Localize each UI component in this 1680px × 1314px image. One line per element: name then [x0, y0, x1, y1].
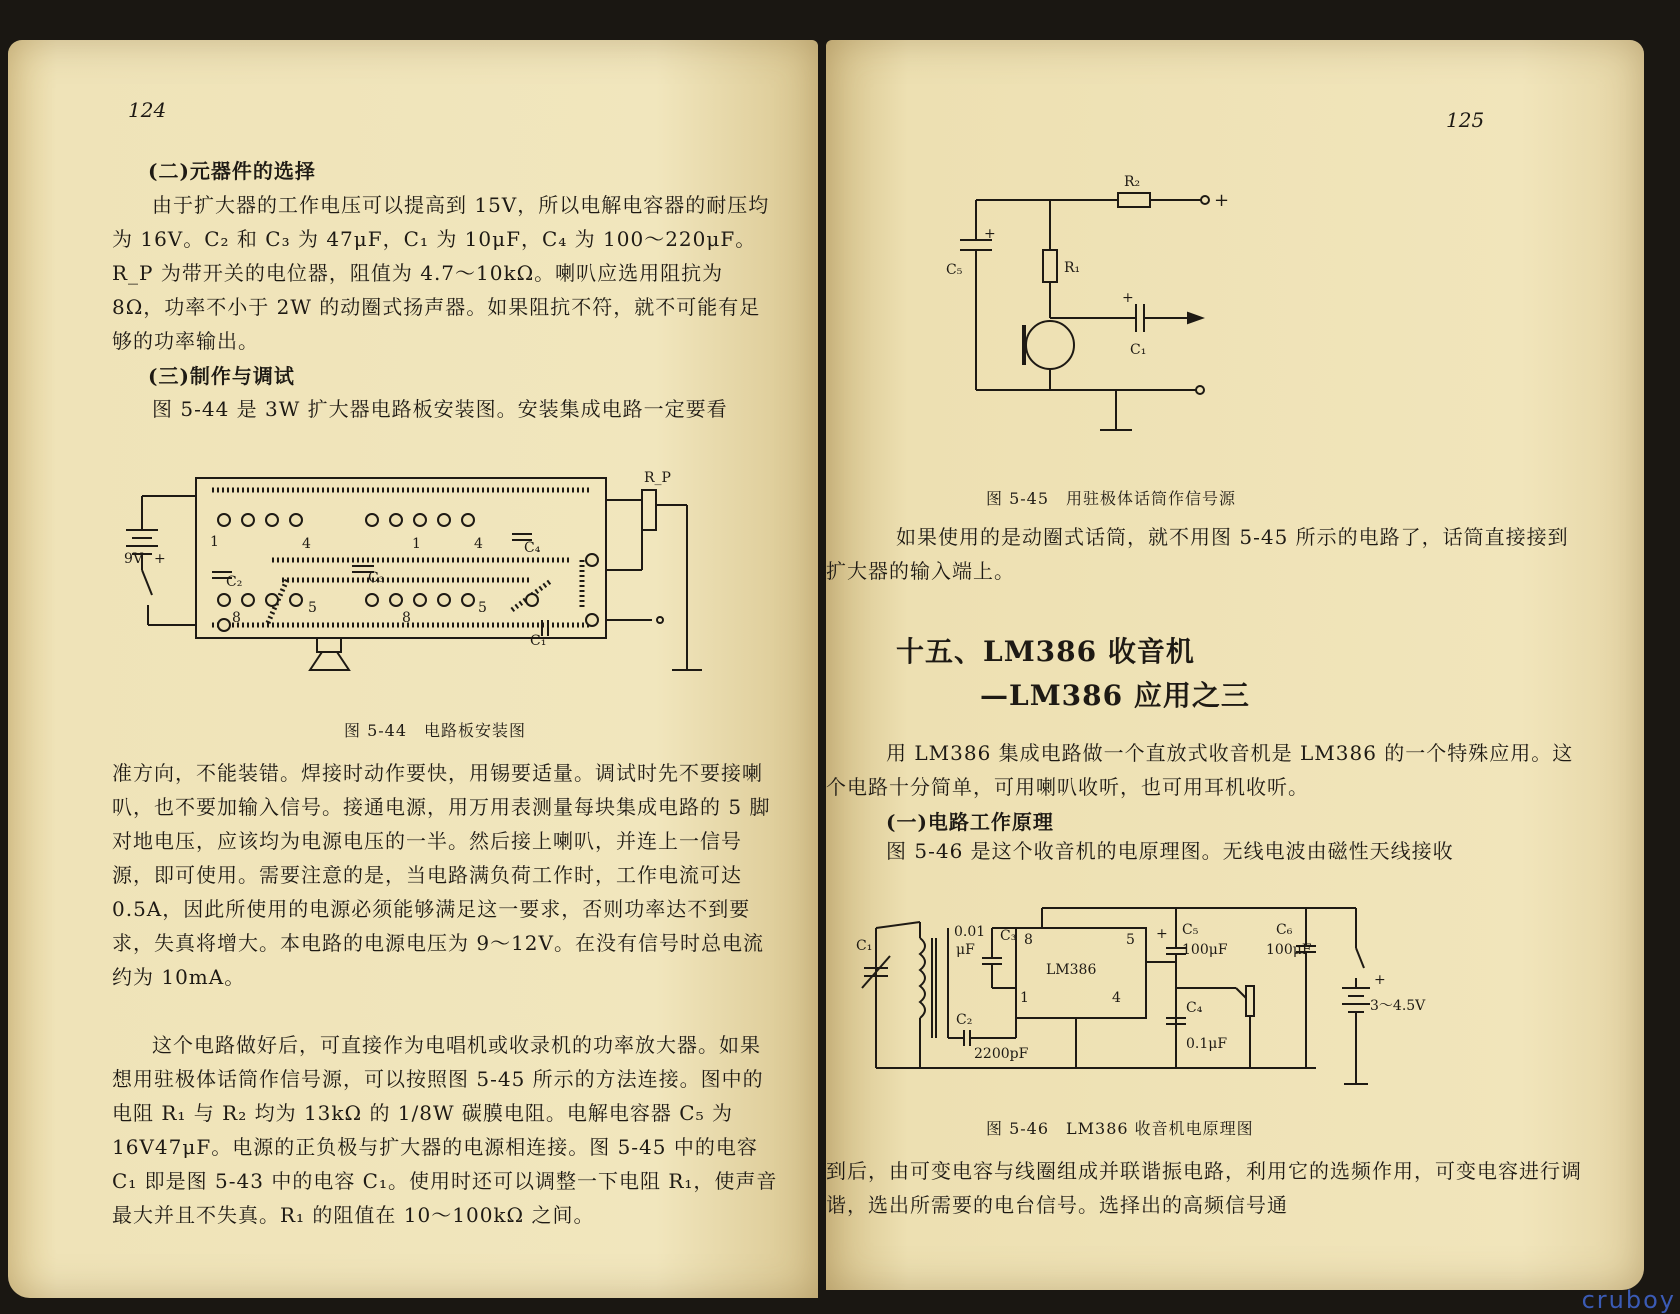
- figure-5-45-microphone-circuit: [946, 170, 1306, 470]
- chapter-title: 十五、LM386 收音机: [896, 635, 1195, 668]
- fig544-pin4-a: 4: [302, 536, 311, 552]
- fig546-c4-value: 0.1μF: [1186, 1036, 1228, 1052]
- fig546-pin5: 5: [1126, 932, 1135, 948]
- fig544-c4-label: C₄: [524, 540, 541, 556]
- fig544-pin8-b: 8: [402, 610, 411, 626]
- fig544-c2-label: C₂: [226, 574, 243, 590]
- fig546-c5-value: 100μF: [1182, 942, 1228, 958]
- fig546-c3-unit: μF: [956, 942, 975, 958]
- fig544-pin1-b: 1: [412, 536, 421, 552]
- fig545-r2-label: R₂: [1124, 174, 1141, 190]
- section2-heading: (二)元器件的选择: [148, 159, 316, 183]
- section3-heading: (三)制作与调试: [148, 364, 295, 388]
- fig545-plus-terminal: +: [1214, 190, 1230, 211]
- fig545-r1-label: R₁: [1064, 260, 1081, 276]
- page-number-right: 125: [1446, 108, 1485, 132]
- fig546-pin8: 8: [1024, 932, 1033, 948]
- fig546-supply-plus: +: [1374, 972, 1386, 988]
- fig546-c5-label: C₅: [1182, 922, 1199, 938]
- closing-paragraph: 到后，由可变电容与线圈组成并联谐振电路，利用它的选频作用，可变电容进行调谐，选出所需要的电台信号。选择出的高频信号通: [826, 1159, 1582, 1217]
- fig544-battery-label: 9V: [124, 551, 144, 567]
- fig545-c5-label: C₅: [946, 262, 963, 278]
- fig546-pin1: 1: [1020, 990, 1029, 1006]
- fig546-c5-plus: +: [1156, 926, 1168, 942]
- section1-paragraph: 图 5-46 是这个收音机的电原理图。无线电波由磁性天线接收: [886, 839, 1454, 863]
- fig544-c3-label: C₃: [368, 570, 385, 586]
- right-page: [826, 40, 1644, 1290]
- figure-5-46-caption: 图 5-46 LM386 收音机电原理图: [986, 1119, 1254, 1138]
- fig544-pin5-b: 5: [478, 600, 487, 616]
- figure-5-45-caption: 图 5-45 用驻极体话筒作信号源: [986, 489, 1237, 508]
- fig545-c1-label: C₁: [1130, 342, 1147, 358]
- section2-paragraph: 由于扩大器的工作电压可以提高到 15V，所以电解电容器的耐压均为 16V。C₂ 和 C₃ 为 47μF，C₁ 为 10μF，C₄ 为 100～220μF。R_P 为带开关的电位器，阻值为 4.7～10kΩ。喇叭应选用阻抗为 8Ω，功率不小于 2W 的动圈式扬声器。如果阻抗不符，就不可能有足够的功率输出。: [112, 193, 770, 353]
- fig546-c4-label: C₄: [1186, 1000, 1203, 1016]
- left-page: [8, 40, 818, 1298]
- fig544-pin8-a: 8: [232, 610, 241, 626]
- fig546-pin4: 4: [1112, 990, 1121, 1006]
- fig546-c1-label: C₁: [856, 938, 873, 954]
- fig544-pin1-a: 1: [210, 534, 219, 550]
- paragraph-after-figure: 准方向，不能装错。焊接时动作要快，用锡要适量。调试时先不要接喇叭，也不要加输入信号。接通电源，用万用表测量每块集成电路的 5 脚对地电压，应该均为电源电压的一半。然后接上喇叭，并连上一信号源，即可使用。需要注意的是，当电路满负荷工作时，工作电流可达 0.5A，因此所使用的电源必须能够满足这一要求，否则功率达不到要求，失真将增大。本电路的电源电压为 9～12V。在没有信号时总电流约为 10mA。: [112, 761, 771, 989]
- fig546-supply-voltage: 3～4.5V: [1370, 998, 1426, 1014]
- section1-heading: (一)电路工作原理: [886, 810, 1054, 834]
- fig545-c5-plus: +: [984, 226, 996, 242]
- figure-5-44-caption: 图 5-44 电路板安装图: [344, 721, 527, 740]
- fig546-c2-value: 2200pF: [974, 1046, 1029, 1062]
- fig546-c3-value: 0.01: [954, 924, 986, 940]
- figure-5-44-circuit-board: [112, 460, 772, 680]
- fig544-pin5-a: 5: [308, 600, 317, 616]
- figure-5-46-lm386-schematic: [856, 888, 1476, 1098]
- fig546-c6-label: C₆: [1276, 922, 1293, 938]
- section3-paragraph: 图 5-44 是 3W 扩大器电路板安装图。安装集成电路一定要看: [152, 397, 728, 421]
- fig546-c6-value: 100μF: [1266, 942, 1312, 958]
- fig544-rp-label: R_P: [644, 470, 671, 486]
- fig544-plus: +: [154, 551, 166, 567]
- fig544-pin4-b: 4: [474, 536, 483, 552]
- intro-paragraph: 用 LM386 集成电路做一个直放式收音机是 LM386 的一个特殊应用。这个电路十分简单，可用喇叭收听，也可用耳机收听。: [826, 741, 1574, 799]
- page-number-left: 124: [128, 98, 167, 122]
- fig546-c3-label: C₃: [1000, 928, 1017, 944]
- paragraph-final: 这个电路做好后，可直接作为电唱机或收录机的功率放大器。如果想用驻极体话筒作信号源，可以按照图 5-45 所示的方法连接。图中的电阻 R₁ 与 R₂ 均为 13kΩ 的 1/8W 碳膜电阻。电解电容器 C₅ 为 16V47μF。电源的正负极与扩大器的电源相连接。图 5-45 中的电容 C₁ 即是图 5-43 中的电容 C₁。使用时还可以调整一下电阻 R₁，使声音最大并且不失真。R₁ 的阻值在 10～100kΩ 之间。: [112, 1033, 778, 1227]
- paragraph-545: 如果使用的是动圈式话筒，就不用图 5-45 所示的电路了，话筒直接接到扩大器的输入端上。: [826, 525, 1569, 583]
- chapter-subtitle: —LM386 应用之三: [980, 679, 1250, 712]
- fig546-ic-label: LM386: [1046, 962, 1097, 978]
- fig545-c1-plus: +: [1122, 290, 1134, 306]
- watermark: cruboy: [1581, 1286, 1676, 1314]
- fig546-c2-label: C₂: [956, 1012, 973, 1028]
- fig544-c1-label: C₁: [530, 633, 547, 649]
